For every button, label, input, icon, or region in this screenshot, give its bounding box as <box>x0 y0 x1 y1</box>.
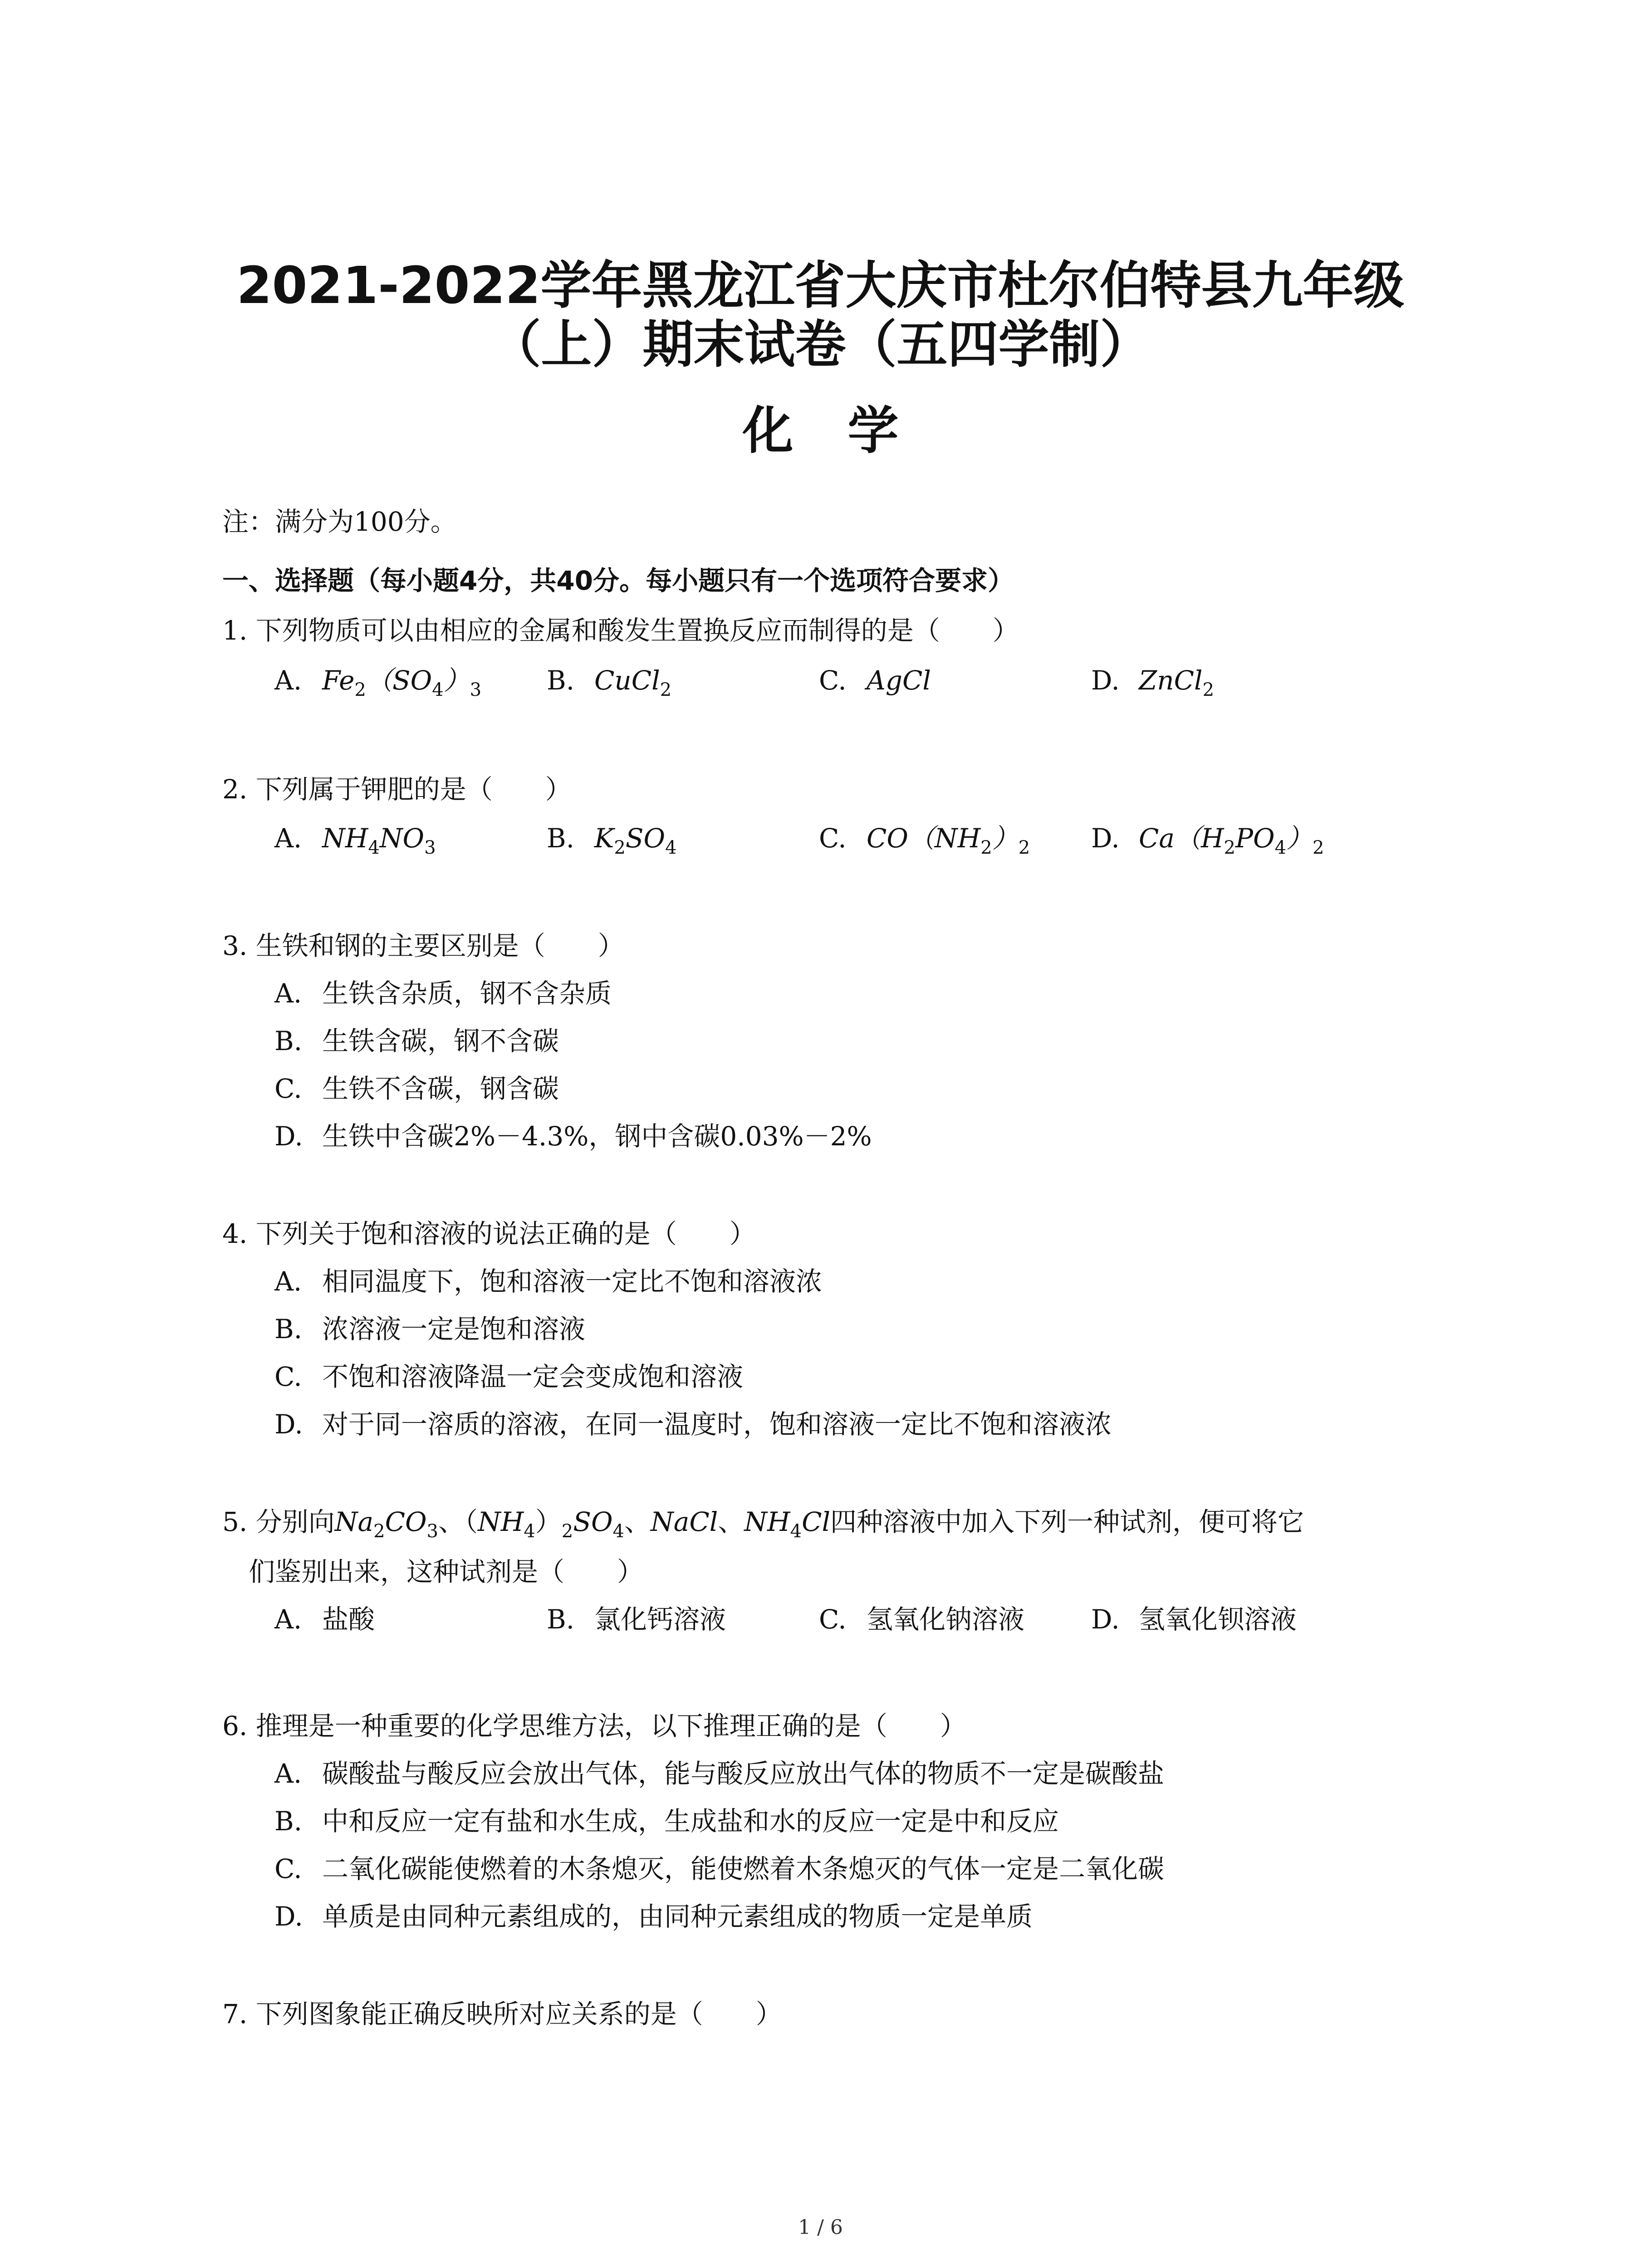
question-7-stem: 7. 下列图象能正确反映所对应关系的是（ ） <box>222 1999 782 2029</box>
question-5-option-a <box>274 1601 375 1637</box>
formula-part: AgCl <box>867 665 931 696</box>
option-label: C. <box>819 665 847 696</box>
option-label: C. <box>819 823 847 854</box>
option-text: 氢氧化钡溶液 <box>1139 1604 1297 1635</box>
question-4-option-b <box>274 1311 585 1347</box>
formula-part: SO <box>625 823 666 854</box>
formula-part: NH <box>322 823 368 854</box>
formula-subscript: 4 <box>665 837 677 858</box>
question-5-option-b <box>547 1601 726 1637</box>
option-label: B. <box>547 1604 575 1635</box>
question-2-option-b <box>547 820 677 856</box>
option-label: B. <box>547 665 575 696</box>
option-text: 氢氧化钠溶液 <box>867 1604 1025 1635</box>
formula-part: SO <box>573 1506 613 1537</box>
option-label: C. <box>274 1853 302 1884</box>
formula-subscript: 2 <box>1202 679 1215 700</box>
option-text: 单质是由同种元素组成的，由同种元素组成的物质一定是单质 <box>322 1901 1033 1932</box>
option-label: D. <box>1091 823 1120 854</box>
formula-subscript: 2 <box>980 837 992 858</box>
option-label: A. <box>274 1266 302 1297</box>
stem-text: 、（ <box>438 1506 478 1537</box>
formula-subscript: 2 <box>373 1521 385 1542</box>
option-text: 生铁不含碳，钢含碳 <box>322 1073 559 1104</box>
option-label: A. <box>274 823 302 854</box>
question-1-option-c <box>819 662 931 699</box>
option-text: 相同温度下，饱和溶液一定比不饱和溶液浓 <box>322 1266 823 1297</box>
option-text: 对于同一溶质的溶液，在同一温度时，饱和溶液一定比不饱和溶液浓 <box>322 1409 1112 1440</box>
question-3-option-d <box>274 1118 872 1154</box>
option-text: 生铁中含碳2%－4.3%，钢中含碳0.03%－2% <box>322 1121 872 1152</box>
option-label: B. <box>274 1314 303 1344</box>
formula-part: ） <box>443 665 470 696</box>
formula-subscript: 2 <box>614 837 626 858</box>
option-text: 氯化钙溶液 <box>594 1604 726 1635</box>
option-label: C. <box>274 1073 302 1104</box>
option-label: C. <box>819 1604 847 1635</box>
question-6-option-d <box>274 1898 1033 1935</box>
option-label: D. <box>274 1121 303 1152</box>
formula-subscript: 2 <box>1313 837 1324 858</box>
formula-part: ） <box>992 823 1019 854</box>
formula-part: NaCl <box>651 1506 718 1537</box>
question-2-stem: 2. 下列属于钾肥的是（ ） <box>222 774 572 805</box>
question-4-stem: 4. 下列关于饱和溶液的说法正确的是（ ） <box>222 1218 756 1249</box>
option-text: 中和反应一定有盐和水生成，生成盐和水的反应一定是中和反应 <box>322 1806 1059 1837</box>
question-1-option-a <box>274 662 481 699</box>
stem-text: ） <box>535 1506 562 1537</box>
question-2-option-c <box>819 820 1030 856</box>
formula-subscript: 4 <box>1274 837 1287 858</box>
formula-part: （SO <box>366 665 432 696</box>
option-label: D. <box>1091 665 1120 696</box>
formula-subscript: 2 <box>561 1521 573 1542</box>
formula-subscript: 2 <box>354 679 366 700</box>
formula-subscript: 3 <box>470 679 482 700</box>
option-text: 生铁含杂质，钢不含杂质 <box>322 978 612 1009</box>
formula-part: CO（NH <box>867 823 981 854</box>
question-6-option-c <box>274 1851 1164 1887</box>
formula-subscript: 3 <box>424 837 436 858</box>
formula-part: Fe <box>322 665 355 696</box>
exam-title-line-2: （上）期末试卷（五四学制） <box>490 315 1151 374</box>
question-3-stem: 3. 生铁和钢的主要区别是（ ） <box>222 930 624 961</box>
formula-part: CuCl <box>594 665 660 696</box>
formula-subscript: 3 <box>426 1521 438 1542</box>
option-label: D. <box>274 1901 303 1932</box>
formula-part: Cl <box>802 1506 831 1537</box>
question-6-option-b <box>274 1803 1059 1839</box>
question-4-option-a <box>274 1263 822 1300</box>
formula-part: CO <box>385 1506 427 1537</box>
formula-subscript: 4 <box>790 1521 802 1542</box>
question-3-option-a <box>274 975 612 1012</box>
stem-text: 、 <box>624 1506 651 1537</box>
option-label: C. <box>274 1361 302 1392</box>
option-label: A. <box>274 665 302 696</box>
question-2-option-d <box>1091 820 1324 856</box>
subject-heading: 化学 <box>742 401 953 460</box>
option-label: B. <box>274 1026 303 1056</box>
stem-text: 、 <box>718 1506 745 1537</box>
question-5-stem-line-2: 们鉴别出来，这种试剂是（ ） <box>249 1556 644 1587</box>
option-label: D. <box>1091 1604 1120 1635</box>
question-6-stem: 6. 推理是一种重要的化学思维方法，以下推理正确的是（ ） <box>222 1711 966 1741</box>
formula-subscript: 4 <box>432 679 444 700</box>
page-number: 1 / 6 <box>798 2216 843 2239</box>
option-label: B. <box>547 823 575 854</box>
option-text: 不饱和溶液降温一定会变成饱和溶液 <box>322 1361 744 1392</box>
question-3-option-b <box>274 1023 559 1059</box>
score-note: 注：满分为100分。 <box>222 506 457 537</box>
option-text: 浓溶液一定是饱和溶液 <box>322 1314 586 1344</box>
question-5-option-d <box>1091 1601 1297 1637</box>
question-1-option-b <box>547 662 671 699</box>
formula-part: Na <box>334 1506 374 1537</box>
formula-part: K <box>594 823 614 854</box>
section-heading: 一、选择题（每小题4分，共40分。每小题只有一个选项符合要求） <box>222 565 1014 596</box>
option-label: D. <box>274 1409 303 1440</box>
formula-subscript: 4 <box>524 1521 535 1542</box>
exam-title-line-1: 2021-2022学年黑龙江省大庆市杜尔伯特县九年级 <box>236 256 1405 315</box>
stem-text: 5. 分别向 <box>222 1506 335 1537</box>
question-5-option-c <box>819 1601 1024 1637</box>
option-label: A. <box>274 1604 302 1635</box>
formula-part: Ca（H <box>1139 823 1224 854</box>
option-text: 碳酸盐与酸反应会放出气体，能与酸反应放出气体的物质不一定是碳酸盐 <box>322 1758 1165 1789</box>
formula-subscript: 4 <box>612 1521 624 1542</box>
stem-text: 四种溶液中加入下列一种试剂，便可将它 <box>830 1506 1304 1537</box>
formula-part: PO <box>1235 823 1275 854</box>
question-6-option-a <box>274 1755 1164 1792</box>
question-4-option-c <box>274 1359 743 1395</box>
option-label: B. <box>274 1806 303 1837</box>
question-2-option-a <box>274 820 436 856</box>
formula-subscript: 2 <box>660 679 672 700</box>
formula-subscript: 4 <box>368 837 380 858</box>
question-1-option-d <box>1091 662 1214 699</box>
question-1-stem: 1. 下列物质可以由相应的金属和酸发生置换反应而制得的是（ ） <box>222 615 1019 646</box>
question-4-option-d <box>274 1406 1112 1442</box>
option-label: A. <box>274 1758 302 1789</box>
formula-part: ） <box>1286 823 1313 854</box>
formula-subscript: 2 <box>1018 837 1030 858</box>
option-text: 盐酸 <box>322 1604 375 1635</box>
option-text: 生铁含碳，钢不含碳 <box>322 1026 559 1056</box>
option-label: A. <box>274 978 302 1009</box>
formula-part: NH <box>744 1506 790 1537</box>
question-5-stem-line-1 <box>222 1504 1304 1540</box>
formula-subscript: 2 <box>1224 837 1235 858</box>
formula-part: NH <box>477 1506 524 1537</box>
formula-part: ZnCl <box>1139 665 1203 696</box>
formula-part: NO <box>379 823 425 854</box>
question-3-option-c <box>274 1070 559 1107</box>
option-text: 二氧化碳能使燃着的木条熄灭，能使燃着木条熄灭的气体一定是二氧化碳 <box>322 1853 1165 1884</box>
